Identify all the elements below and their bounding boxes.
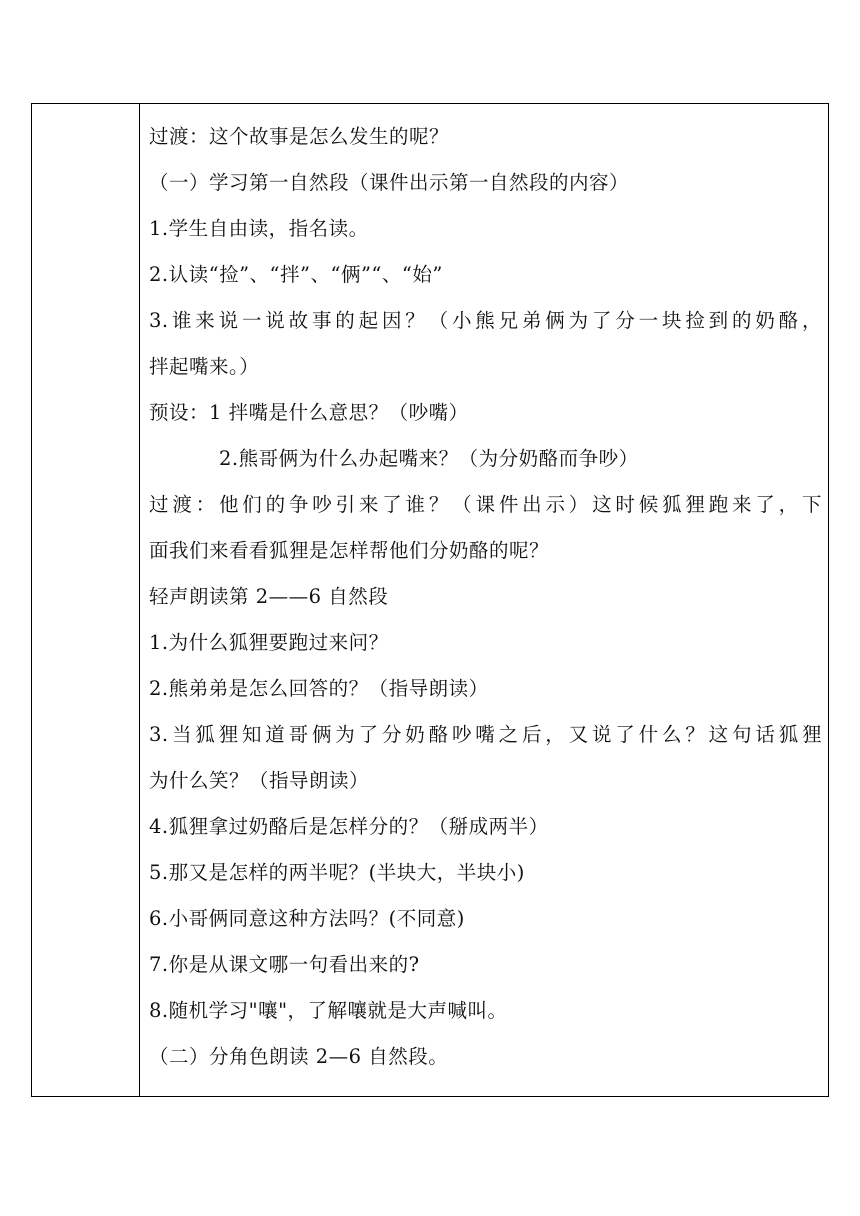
text-line: 拌起嘴来。） [149, 355, 260, 378]
text-line: 2.熊哥俩为什么办起嘴来？（为分奶酪而争吵） [219, 447, 639, 470]
text-line: 面我们来看看狐狸是怎样帮他们分奶酪的呢？ [149, 539, 550, 562]
text-line: 为什么笑？（指导朗读） [149, 769, 370, 792]
text-line: 8.随机学习"嚷"，了解嚷就是大声喊叫。 [149, 999, 508, 1022]
text-line: 3.谁来说一说故事的起因？（小熊兄弟俩为了分一块捡到的奶酪， [149, 309, 822, 332]
lesson-table [31, 103, 829, 1097]
text-line: 5.那又是怎样的两半呢？(半块大，半块小) [149, 861, 525, 884]
text-line: 2.认读“捡”、“拌”、“俩”“、“始” [149, 263, 443, 286]
text-line: （二）分角色朗读 2—6 自然段。 [149, 1045, 449, 1068]
text-line: 7.你是从课文哪一句看出来的? [149, 953, 420, 976]
text-line: （一）学习第一自然段（课件出示第一自然段的内容） [149, 171, 630, 194]
text-line: 预设：1 拌嘴是什么意思？（吵嘴） [149, 401, 469, 424]
text-line: 过渡：这个故事是怎么发生的呢？ [149, 125, 450, 148]
text-line: 6.小哥俩同意这种方法吗？(不同意) [149, 907, 465, 930]
table-content-cell [140, 104, 828, 1096]
text-line: 4.狐狸拿过奶酪后是怎样分的？（掰成两半） [149, 815, 549, 838]
text-line: 过渡：他们的争吵引来了谁？（课件出示）这时候狐狸跑来了，下 [149, 493, 822, 516]
text-line: 1.学生自由读，指名读。 [149, 217, 369, 240]
text-line: 轻声朗读第 2——6 自然段 [149, 585, 389, 608]
text-line: 2.熊弟弟是怎么回答的？（指导朗读） [149, 677, 489, 700]
table-left-column [32, 104, 140, 1096]
text-line: 3.当狐狸知道哥俩为了分奶酪吵嘴之后，又说了什么？这句话狐狸 [149, 723, 822, 746]
text-line: 1.为什么狐狸要跑过来问？ [149, 631, 389, 654]
